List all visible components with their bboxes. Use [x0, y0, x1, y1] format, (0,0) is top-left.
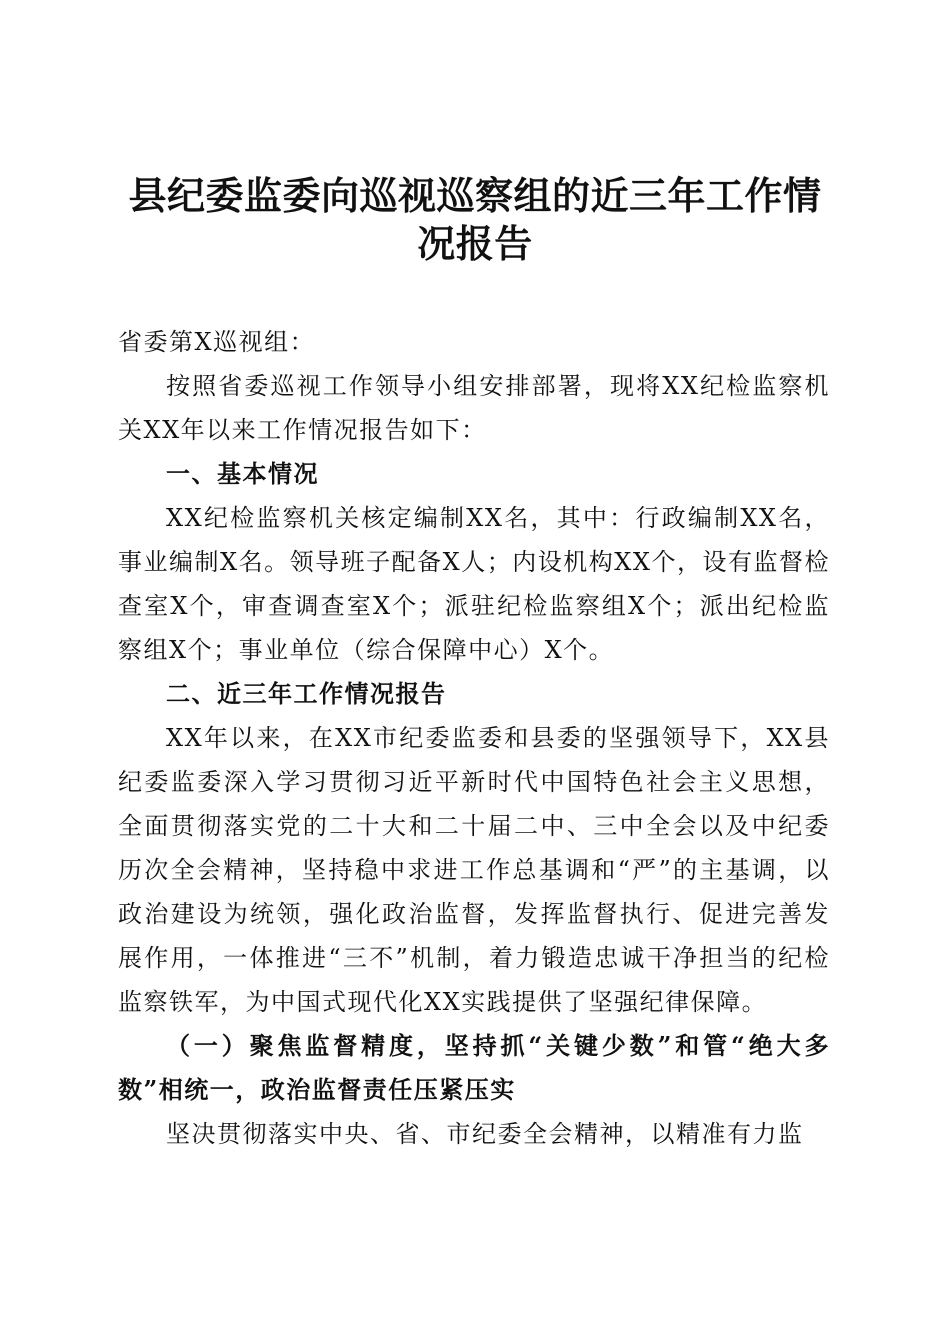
subsection-1-heading: （一）聚焦监督精度，坚持抓“关键少数”和管“绝大多数”相统一，政治监督责任压紧压实 [118, 1031, 830, 1104]
section-2-heading: 二、近三年工作情况报告 [166, 680, 447, 708]
section-2-paragraph: XX年以来，在XX市纪委监委和县委的坚强领导下，XX县纪委监委深入学习贯彻习近平新时代中国特色社会主义思想，全面贯彻落实党的二十大和二十届二中、三中全会以及中纪委历次全会精神，坚持稳中求进工作总基调和“严”的主基调，以政治建设为统领，强化政治监督，发挥监督执行、促进完善发展作用，一体推进“三不”机制，着力锻造忠诚干净担当的纪检监察铁军，为中国式现代化XX实践提供了坚强纪律保障。 [118, 724, 830, 1016]
section-1-paragraph: XX纪检监察机关核定编制XX名，其中：行政编制XX名，事业编制X名。领导班子配备X人；内设机构XX个，设有监督检查室X个，审查调查室X个；派驻纪检监察组X个；派出纪检监察组X个；事业单位（综合保障中心）X个。 [118, 504, 830, 664]
document-title: 县纪委监委向巡视巡察组的近三年工作情况报告 [128, 173, 822, 266]
document-body [118, 320, 830, 1156]
salutation: 省委第X巡视组： [118, 328, 316, 356]
intro-paragraph: 按照省委巡视工作领导小组安排部署，现将XX纪检监察机关XX年以来工作情况报告如下： [118, 372, 830, 444]
section-1-heading: 一、基本情况 [166, 460, 319, 488]
subsection-1-paragraph: 坚决贯彻落实中央、省、市纪委全会精神，以精准有力监 [166, 1120, 804, 1148]
